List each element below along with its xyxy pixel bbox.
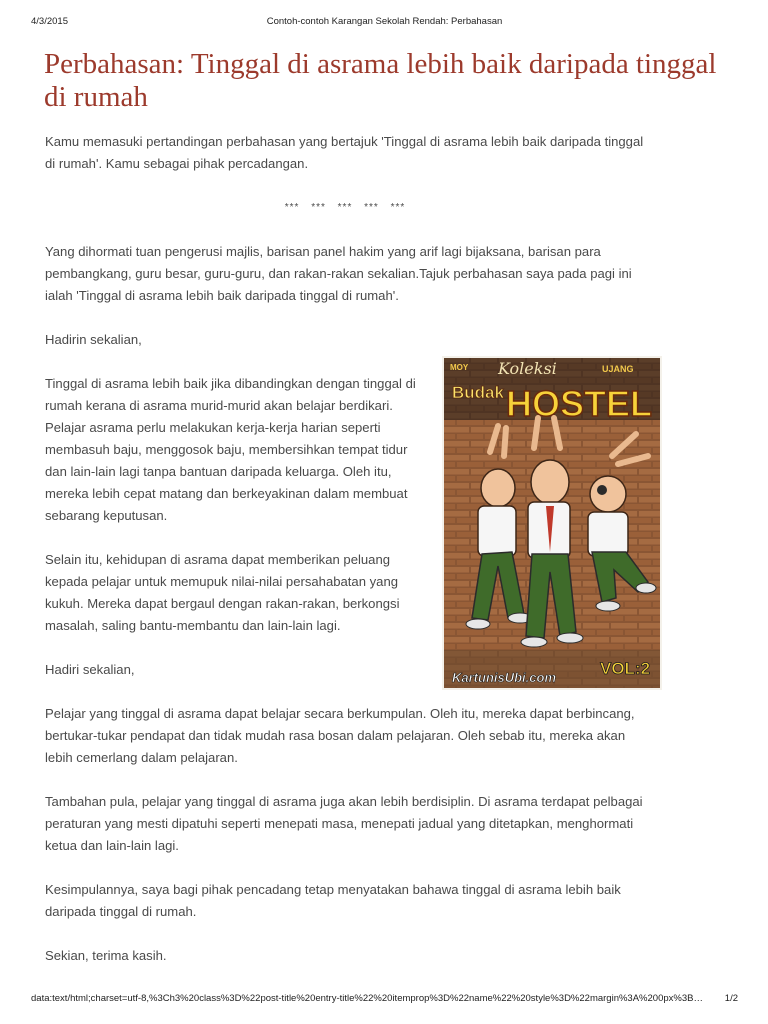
print-header xyxy=(31,16,738,30)
paragraph-discipline: Tambahan pula, pelajar yang tinggal di asrama juga akan lebih berdisiplin. Di asrama terdapat pelbagai peraturan yang mesti dipatuhi seperti menepati masa, menepati jadual yang ditetapkan, menghormati ketua dan lain-lain lagi. xyxy=(45,794,643,853)
separator: *** *** *** *** *** xyxy=(284,202,406,213)
print-url: data:text/html;charset=utf-8,%3Ch3%20class%3D%22post-title%20entry-title%22%20itemprop%3D%22name%22%20style%3D%22margin%3A%200px%3B%… xyxy=(31,993,711,1004)
paragraph-closing: Sekian, terima kasih. xyxy=(45,948,167,963)
article-body xyxy=(45,131,653,967)
print-footer xyxy=(31,993,738,1007)
paragraph-greeting: Hadirin sekalian, xyxy=(45,332,142,347)
cover-top-left: MOY xyxy=(450,363,469,372)
paragraph-conclusion: Kesimpulannya, saya bagi pihak pencadang tetap menyatakan bahawa tinggal di asrama lebih baik daripada tinggal di rumah. xyxy=(45,882,621,919)
cover-website: KartunisUbi.com xyxy=(452,670,557,685)
cover-word-budak: Budak xyxy=(452,383,504,402)
print-date: 4/3/2015 xyxy=(31,16,68,27)
paragraph-independence: Tinggal di asrama lebih baik jika dibandingkan dengan tinggal di rumah kerana di asrama murid-murid akan belajar berdikari. Pelajar asrama perlu melakukan kerja-kerja harian seperti membasuh baju, menggosok baju, membersihkan tempat tidur dan lain-lain lagi tanpa bantuan daripada keluarga. Oleh itu, mereka lebih cepat matang dan berkeyakinan dalam membuat sebarang keputusan. xyxy=(45,376,416,523)
intro-paragraph: Kamu memasuki pertandingan perbahasan yang bertajuk 'Tinggal di asrama lebih baik daripada tinggal di rumah'. Kamu sebagai pihak percadangan. xyxy=(45,134,644,171)
cover-series-script: Koleksi xyxy=(498,359,557,378)
paragraph-greeting-2: Hadiri sekalian, xyxy=(45,662,135,677)
article-title: Perbahasan: Tinggal di asrama lebih baik daripada tinggal di rumah xyxy=(44,48,717,113)
print-page-title: Contoh-contoh Karangan Sekolah Rendah: Perbahasan xyxy=(266,16,503,27)
cover-word-hostel: HOSTEL xyxy=(506,383,653,424)
paragraph-group-study: Pelajar yang tinggal di asrama dapat belajar secara berkumpulan. Oleh itu, mereka dapat berbincang, bertukar-tukar pendapat dan tidak mudah rasa bosan dalam pelajaran. Oleh sebab itu, mereka akan lebih cemerlang dalam pelajaran. xyxy=(45,706,635,765)
cover-volume: VOL:2 xyxy=(600,659,651,678)
paragraph-friendship: Selain itu, kehidupan di asrama dapat memberikan peluang kepada pelajar untuk memupuk nilai-nilai persahabatan yang kukuh. Mereka dapat bergaul dengan rakan-rakan, berkongsi masalah, saling bantu-membantu dan lain-lain lagi. xyxy=(45,552,400,633)
print-page-number: 1/2 xyxy=(724,993,738,1004)
cover-brand: UJANG xyxy=(602,364,634,374)
paragraph-opening: Yang dihormati tuan pengerusi majlis, barisan panel hakim yang arif lagi bijaksana, barisan para pembangkang, guru besar, guru-guru, dan rakan-rakan sekalian.Tajuk perbahasan saya pada pagi ini ialah 'Tinggal di asrama lebih baik daripada tinggal di rumah'. xyxy=(45,244,632,303)
comic-cover-image xyxy=(442,356,662,690)
